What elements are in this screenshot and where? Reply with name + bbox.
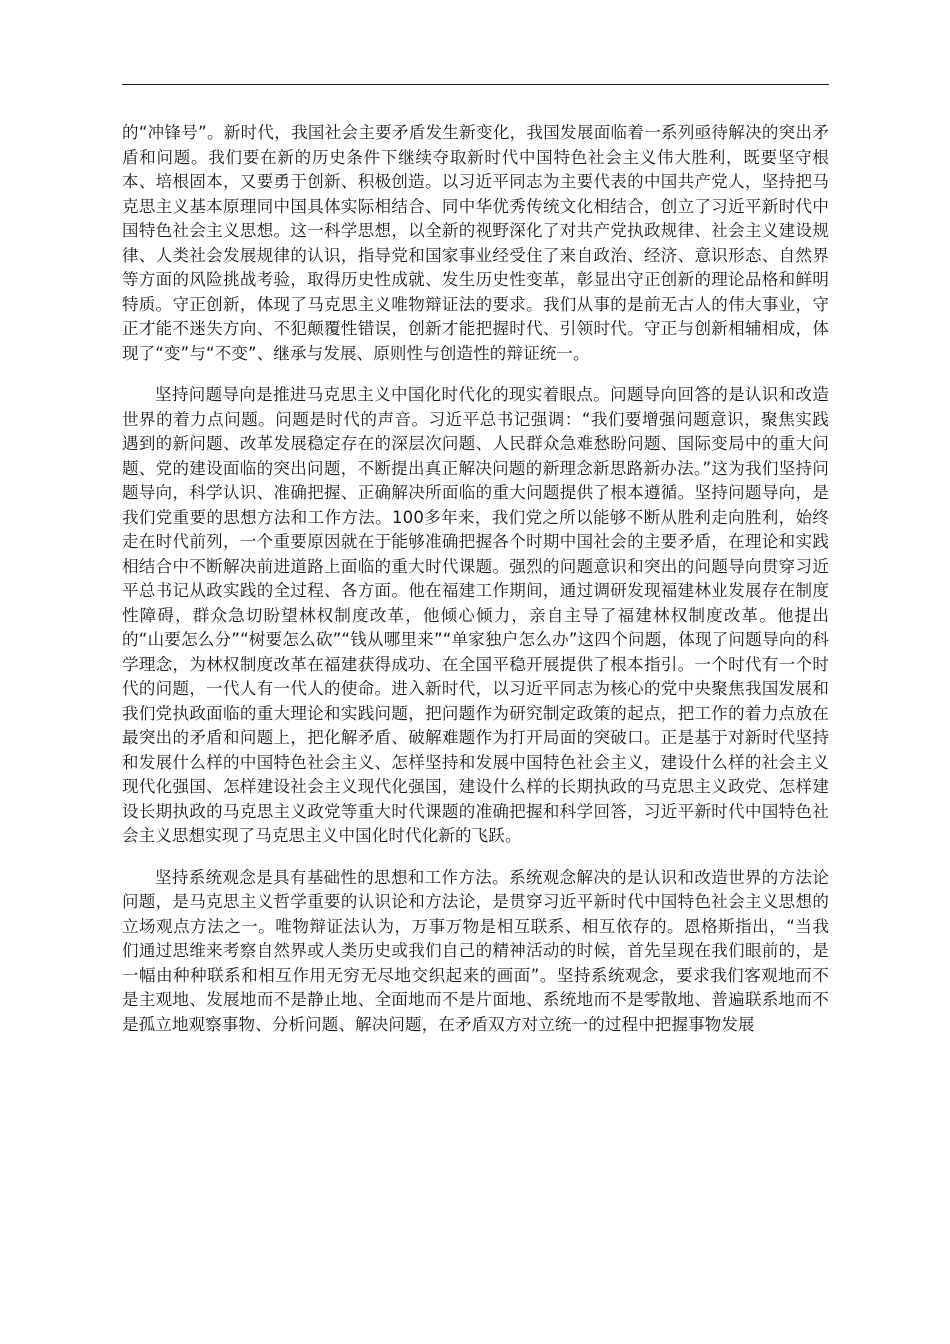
paragraph-systems-view: 坚持系统观念是具有基础性的思想和工作方法。系统观念解决的是认识和改造世界的方法论问题，是马克思主义哲学重要的认识论和方法论，是贯穿习近平新时代中国特色社会主义思想的立场观点方法之一。唯物辩证法认为，万事万物是相互联系、相互依存的。恩格斯指出，“当我们通过思维来考察自然界或人类历史或我们自己的精神活动的时候，首先呈现在我们眼前的，是一幅由种种联系和相互作用无穷无尽地交织起来的画面”。坚持系统观念，要求我们客观地而不是主观地、发展地而不是静止地、全面地而不是片面地、系统地而不是零散地、普遍联系地而不是孤立地观察事物、分析问题、解决问题，在矛盾双方对立统一的过程中把握事物发展 <box>122 867 829 1034</box>
paragraph-continuation: 的“冲锋号”。新时代，我国社会主要矛盾发生新变化，我国发展面临着一系列亟待解决的突出矛盾和问题。我们要在新的历史条件下继续夺取新时代中国特色社会主义伟大胜利，既要坚守根本、培根固本，又要勇于创新、积极创造。以习近平同志为主要代表的中国共产党人，坚持把马克思主义基本原理同中国具体实际相结合、同中华优秀传统文化相结合，创立了习近平新时代中国特色社会主义思想。这一科学思想，以全新的视野深化了对共产党执政规律、社会主义建设规律、人类社会发展规律的认识，指导党和国家事业经受住了来自政治、经济、意识形态、自然界等方面的风险挑战考验，取得历史性成就、发生历史性变革，彰显出守正创新的理论品格和鲜明特质。守正创新，体现了马克思主义唯物辩证法的要求。我们从事的是前无古人的伟大事业，守正才能不迷失方向、不犯颠覆性错误，创新才能把握时代、引领时代。守正与创新相辅相成，体现了“变”与“不变”、继承与发展、原则性与创造性的辩证统一。 <box>122 123 829 363</box>
header-divider <box>122 84 829 85</box>
paragraph-problem-orientation: 坚持问题导向是推进马克思主义中国化时代化的现实着眼点。问题导向回答的是认识和改造世界的着力点问题。问题是时代的声音。习近平总书记强调：“我们要增强问题意识，聚焦实践遇到的新问题、改革发展稳定存在的深层次问题、人民群众急难愁盼问题、国际变局中的重大问题、党的建设面临的突出问题，不断提出真正解决问题的新理念新思路新办法。”这为我们坚持问题导向，科学认识、准确把握、正确解决所面临的重大问题提供了根本遵循。坚持问题导向，是我们党重要的思想方法和工作方法。100多年来，我们党之所以能够不断从胜利走向胜利，始终走在时代前列，一个重要原因就在于能够准确把握各个时期中国社会的主要矛盾，在理论和实践相结合中不断解决前进道路上面临的重大时代课题。强烈的问题意识和突出的问题导向贯穿习近平总书记从政实践的全过程、各方面。他在福建工作期间，通过调研发现福建林业发展存在制度性障碍，群众急切盼望林权制度改革，他倾心倾力，亲自主导了福建林权制度改革。他提出的“山要怎么分”“树要怎么砍”“钱从哪里来”“单家独户怎么办”这四个问题，体现了问题导向的科学理念，为林权制度改革在福建获得成功、在全国平稳开展提供了根本指引。一个时代有一个时代的问题，一代人有一代人的使命。进入新时代，以习近平同志为核心的党中央聚焦我国发展和我们党执政面临的重大理论和实践问题，把问题作为研究制定政策的起点，把工作的着力点放在最突出的矛盾和问题上，把化解矛盾、破解难题作为打开局面的突破口。正是基于对新时代坚持和发展什么样的中国特色社会主义、怎样坚持和发展中国特色社会主义，建设什么样的社会主义现代化强国、怎样建设社会主义现代化强国，建设什么样的长期执政的马克思主义政党、怎样建设长期执政的马克思主义政党等重大时代课题的准确把握和科学回答，习近平新时代中国特色社会主义思想实现了马克思主义中国化时代化新的飞跃。 <box>122 385 829 845</box>
document-body <box>122 121 829 1037</box>
